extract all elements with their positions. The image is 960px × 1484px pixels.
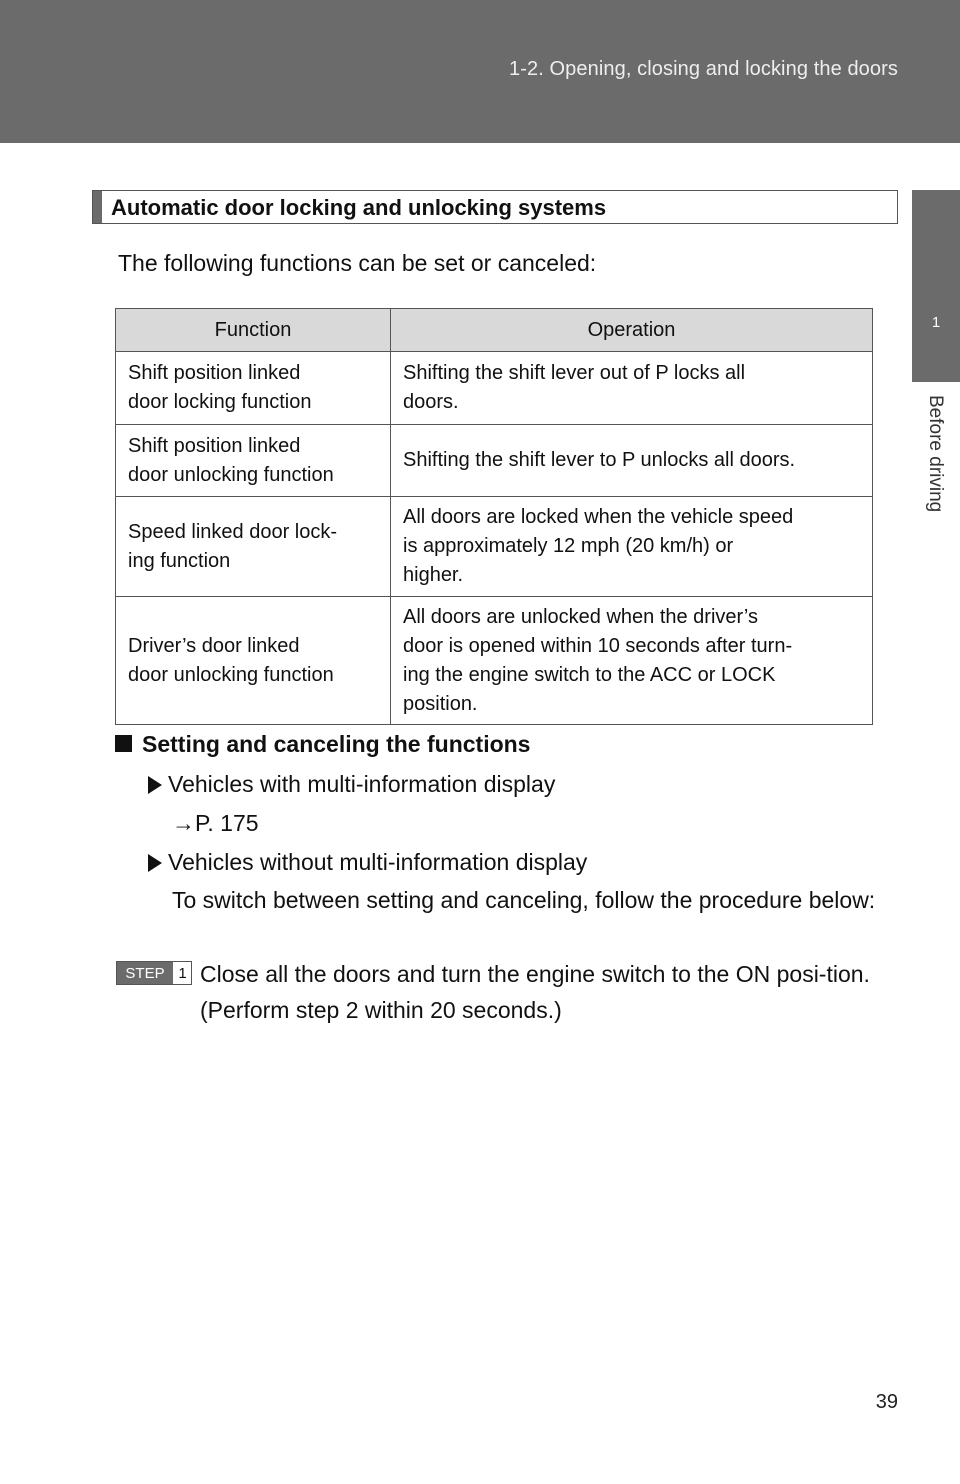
page-number: 39 <box>875 1391 898 1413</box>
section-heading-box <box>92 190 898 224</box>
square-bullet-icon <box>115 735 132 752</box>
chapter-label-text: Before driving <box>925 395 946 513</box>
page-reference[interactable]: →P. 175 <box>172 810 259 836</box>
column-header-operation: Operation <box>391 309 873 352</box>
step-label: STEP <box>117 962 173 984</box>
table-row <box>116 352 873 425</box>
bullet-multi-info: Vehicles with multi-information display <box>148 771 555 798</box>
operation-cell: Shifting the shift lever to P unlocks all doors. <box>391 425 873 497</box>
section-heading-bar <box>93 191 102 223</box>
chapter-number: 1 <box>931 314 941 331</box>
step-badge <box>116 961 192 985</box>
step-text: Close all the doors and turn the engine switch to the ON posi-tion. (Perform step 2 within 20 seconds.) <box>200 961 870 1023</box>
table-row <box>116 425 873 497</box>
table-row <box>116 597 873 725</box>
operation-cell: Shifting the shift lever out of P locks all doors. <box>391 352 873 425</box>
header-title: 1-2. Opening, closing and locking the doors <box>509 58 898 80</box>
functions-table <box>115 308 873 725</box>
chapter-tab <box>912 190 960 382</box>
function-cell: Shift position linked door unlocking function <box>116 425 391 497</box>
page-header <box>0 0 960 143</box>
table-header-row <box>116 309 873 352</box>
function-cell: Driver’s door linked door unlocking function <box>116 597 391 725</box>
table-row <box>116 497 873 597</box>
column-header-function: Function <box>116 309 391 352</box>
triangle-bullet-icon <box>148 854 162 872</box>
bullet-no-multi-info: Vehicles without multi-information display <box>148 849 587 876</box>
section-title: Automatic door locking and unlocking systems <box>111 195 607 220</box>
procedure-paragraph: To switch between setting and canceling, follow the procedure below: <box>172 887 876 913</box>
operation-cell: All doors are unlocked when the driver’s door is opened within 10 seconds after turn- ing the engine switch to the ACC or LOCK position. <box>391 597 873 725</box>
chapter-label <box>912 395 960 530</box>
step-number: 1 <box>178 965 187 982</box>
subsection-heading: Setting and canceling the functions <box>115 731 530 758</box>
triangle-bullet-icon <box>148 776 162 794</box>
intro-text: The following functions can be set or canceled: <box>118 250 597 276</box>
function-cell: Shift position linked door locking function <box>116 352 391 425</box>
function-cell: Speed linked door lock- ing function <box>116 497 391 597</box>
operation-cell: All doors are locked when the vehicle speed is approximately 12 mph (20 km/h) or higher. <box>391 497 873 597</box>
